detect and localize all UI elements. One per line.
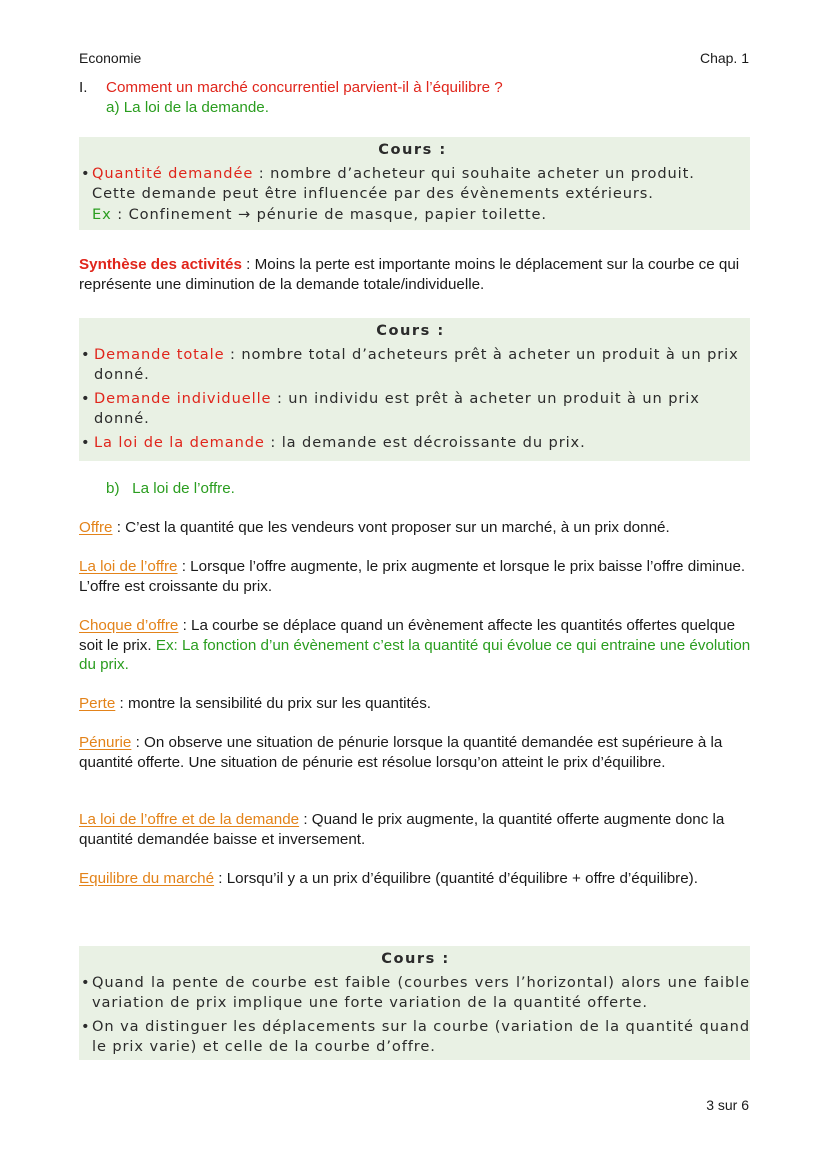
header-chapter: Chap. 1 [699,50,749,66]
page-number: 3 sur 6 [706,1097,749,1113]
section-number: I. [79,79,88,96]
section-title: Comment un marché concurrentiel parvient-il à l’équilibre ? [106,79,503,96]
definition-offre [79,518,751,538]
definition-penurie [79,733,751,772]
bullet-icon: • [81,433,91,451]
cours-title: Cours : [381,950,450,967]
term-link: La loi de l’offre et de la demande [79,811,300,828]
term-link: Offre [79,519,113,536]
bullet-icon: • [81,1017,91,1035]
subsection-b-title: b) La loi de l’offre. [106,480,235,497]
definition-text: : Quand le prix augmente, la quantité offerte augmente donc la quantité demandée baisse et inversement. [79,811,725,848]
cours-title: Cours : [376,322,445,339]
term-link: Equilibre du marché [79,870,215,887]
cours-box-1 [79,137,750,230]
definition-choque-offre [79,616,751,675]
cours-box-3 [79,946,750,1060]
definition-text: : La courbe se déplace quand un évènement affecte les quantités offertes quelque soit le prix. [79,617,736,654]
definition-text: : Lorsque l’offre augmente, le prix augmente et lorsque le prix baisse l’offre diminue. L’offre est croissante du prix. [79,558,746,595]
cours-box-2 [79,318,750,461]
synthese-text: : Moins la perte est importante moins le déplacement sur la courbe ce qui représente une diminution de la demande totale/individuelle. [79,256,740,293]
cours-item [81,433,740,454]
example-text: : Confinement → pénurie de masque, papier toilette. [111,205,547,223]
term: Demande totale [94,345,225,363]
definition-text: : C’est la quantité que les vendeurs vont proposer sur un marché, à un prix donné. [112,519,670,536]
definition-loi-offre [79,557,751,596]
definition-perte [79,694,751,714]
example-text: Ex: La fonction d’un évènement c’est la quantité qui évolue ce qui entraine une évolution du prix. [79,636,751,674]
term: Demande individuelle [94,389,272,407]
definition-loi-offre-demande [79,810,751,849]
bullet-icon: • [81,389,91,407]
example-label: Ex [92,205,112,223]
definition-equilibre-marche [79,869,751,889]
bullet-icon: • [81,164,91,182]
definition-text: : On observe une situation de pénurie lorsque la quantité demandée est supérieure à la quantité offerte. Une situation de pénurie est résolue lorsqu’on atteint le prix d’équilibre. [79,734,723,771]
term-link: Perte [79,695,116,712]
cours-text: On va distinguer les déplacements sur la courbe (variation de la quantité quand le prix varie) et celle de la courbe d’offre. [92,1017,750,1055]
cours-title: Cours : [378,141,447,158]
term-link: Pénurie [79,734,132,751]
definition-text: : un individu est prêt à acheter un produit à un prix donné. [94,389,700,427]
cours-item [81,389,740,430]
subsection-a-title: a) La loi de la demande. [106,99,269,116]
header-subject: Economie [79,50,142,66]
definition-text: : nombre total d’acheteurs prêt à acheter un produit à un prix donné. [94,345,739,383]
term: La loi de la demande [94,433,265,451]
definition-text: Cette demande peut être influencée par des évènements extérieurs. [92,185,654,202]
definition-text: : la demande est décroissante du prix. [264,433,586,451]
synthese-paragraph [79,255,751,294]
bullet-icon: • [81,345,91,363]
definition-text: : montre la sensibilité du prix sur les quantités. [115,695,432,712]
synthese-label: Synthèse des activités [79,256,242,273]
cours-item [81,345,740,386]
cours-item [81,164,744,226]
term-link: Choque d’offre [79,617,179,634]
cours-text: Quand la pente de courbe est faible (courbes vers l’horizontal) alors une faible variation de prix implique une forte variation de la quantité offerte. [92,973,750,1011]
cours-item [81,973,750,1014]
term-link: La loi de l’offre [79,558,178,575]
definition-text: : nombre d’acheteur qui souhaite acheter un produit. [253,164,695,182]
term-quantite-demandee: Quantité demandée [92,164,254,182]
cours-item [81,1017,750,1058]
bullet-icon: • [81,973,91,991]
definition-text: : Lorsqu’il y a un prix d’équilibre (quantité d’équilibre + offre d’équilibre). [214,870,698,887]
